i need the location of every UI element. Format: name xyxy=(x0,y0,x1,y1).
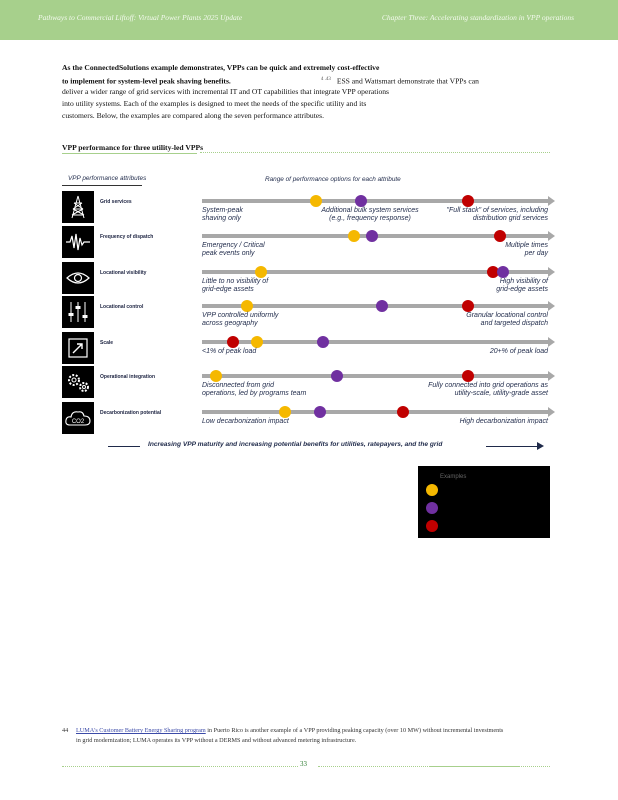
range-high-line: High visibility of xyxy=(499,278,548,285)
range-low-line: VPP controlled uniformly xyxy=(202,312,279,319)
range-low-line: across geography xyxy=(202,320,258,327)
attribute-label: Locational control xyxy=(100,304,144,310)
range-low-line: System-peak xyxy=(202,207,243,214)
yellow-example-dot xyxy=(279,406,291,418)
range-high-line: utility-scale, utility-grade asset xyxy=(454,390,548,397)
footnote-text-2: in grid modernization; LUMA operates its VPP without a DERMS and without advanced metering infrastructure. xyxy=(76,737,357,744)
purple-example-dot xyxy=(376,300,388,312)
section-title: VPP performance for three utility-led VPPs xyxy=(62,143,204,152)
red-example-dot xyxy=(227,336,239,348)
co2-cloud-icon xyxy=(62,402,94,434)
footer-accent-right xyxy=(430,766,520,767)
range-low-label xyxy=(202,242,265,258)
legend-purple-dot xyxy=(426,502,438,514)
range-high-line: distribution grid services xyxy=(472,215,548,222)
range-high-line: Fully connected into grid operations as xyxy=(428,382,548,389)
range-high-line: "Full stack" of services, including xyxy=(446,207,548,214)
red-example-dot xyxy=(397,406,409,418)
intro-line-4: into utility systems. Each of the examples is designed to meet the needs of the specific utility and its xyxy=(62,99,367,108)
purple-example-dot xyxy=(331,370,343,382)
range-low-label xyxy=(202,312,278,328)
footnote xyxy=(62,726,552,746)
range-mid-line: Additional bulk system services xyxy=(321,207,419,214)
purple-example-dot xyxy=(366,230,378,242)
attribute-label: Grid services xyxy=(100,199,132,205)
expand-arrow-icon xyxy=(62,332,94,364)
range-mid-line: (e.g., frequency response) xyxy=(329,215,411,222)
attribute-track xyxy=(202,410,548,414)
red-example-dot xyxy=(462,195,474,207)
yellow-example-dot xyxy=(210,370,222,382)
track-arrowhead xyxy=(548,371,555,381)
transmission-tower-icon xyxy=(62,191,94,223)
range-low-label xyxy=(202,382,306,398)
range-high-line: per day xyxy=(524,250,548,257)
maturity-arrow-line xyxy=(486,446,538,447)
range-high-line: 20+% of peak load xyxy=(489,348,548,355)
attribute-label: Locational visibility xyxy=(100,270,147,276)
header-band xyxy=(0,0,618,40)
intro-line-2: to implement for system-level peak shaving benefits. xyxy=(62,76,231,86)
track-arrowhead xyxy=(548,407,555,417)
track-arrowhead xyxy=(548,231,555,241)
track-arrowhead xyxy=(548,301,555,311)
attribute-track xyxy=(202,374,548,378)
range-low-line: Disconnected from grid xyxy=(202,382,274,389)
range-high-label xyxy=(490,348,548,356)
range-high-line: grid-edge assets xyxy=(496,286,548,293)
range-high-label xyxy=(466,312,548,328)
track-arrowhead xyxy=(548,196,555,206)
sliders-icon xyxy=(62,296,94,328)
range-column-heading: Range of performance options for each attribute xyxy=(265,176,401,183)
eye-icon xyxy=(62,262,94,294)
range-low-line: operations, led by programs team xyxy=(202,390,307,397)
footnote-text-1: in Puerto Rico is another example of a VPP providing peaking capacity (over 10 MW) without incremental investments xyxy=(207,727,504,734)
yellow-example-dot xyxy=(251,336,263,348)
range-high-line: Multiple times xyxy=(505,242,548,249)
intro-line-3: deliver a wider range of grid services with incremental IT and OT capabilities that integrate VPP operations xyxy=(62,87,389,96)
gears-icon xyxy=(62,366,94,398)
range-high-label xyxy=(505,242,548,258)
yellow-example-dot xyxy=(348,230,360,242)
purple-example-dot xyxy=(317,336,329,348)
header-chapter-title: Chapter Three: Accelerating standardization in VPP operations xyxy=(381,13,574,22)
legend-box xyxy=(418,466,550,538)
yellow-example-dot xyxy=(241,300,253,312)
range-high-label xyxy=(447,207,548,223)
range-low-label xyxy=(202,278,268,294)
maturity-caption: Increasing VPP maturity and increasing potential benefits for utilities, ratepayers, and the grid xyxy=(148,441,443,448)
red-example-dot xyxy=(462,370,474,382)
section-divider xyxy=(200,152,550,153)
legend-title: Examples xyxy=(440,474,467,480)
purple-example-dot xyxy=(355,195,367,207)
attributes-column-heading: VPP performance attributes xyxy=(68,175,147,182)
intro-paragraph xyxy=(62,62,522,122)
range-low-line: shaving only xyxy=(202,215,241,222)
range-low-line: Emergency / Critical xyxy=(202,242,265,249)
svg-text:CO2: CO2 xyxy=(71,419,85,425)
track-arrowhead xyxy=(548,267,555,277)
attribute-track xyxy=(202,199,548,203)
intro-line-2-rest: ESS and Wattsmart demonstrate that VPPs can xyxy=(336,76,479,86)
intro-line-5: customers. Below, the examples are compared along the seven performance attributes. xyxy=(62,111,325,120)
range-high-label xyxy=(496,278,548,294)
attribute-label: Scale xyxy=(100,340,114,346)
footnote-ref[interactable]: 4 .43 xyxy=(320,77,331,82)
range-low-line: Low decarbonization impact xyxy=(202,418,289,425)
range-low-line: peak events only xyxy=(202,250,255,257)
range-low-label xyxy=(202,207,243,223)
footnote-number: 44 xyxy=(62,727,69,734)
waveform-icon xyxy=(62,226,94,258)
page-number: 33 xyxy=(300,760,307,768)
yellow-example-dot xyxy=(255,266,267,278)
range-high-line: Granular locational control xyxy=(466,312,548,319)
range-low-line: Little to no visibility of xyxy=(202,278,269,285)
range-high-label xyxy=(460,418,548,426)
range-high-line: High decarbonization impact xyxy=(459,418,548,425)
attribute-label: Frequency of dispatch xyxy=(100,234,154,240)
intro-line-1: As the ConnectedSolutions example demonstrates, VPPs can be quick and extremely cost-effective xyxy=(62,63,380,72)
range-high-line: and targeted dispatch xyxy=(480,320,548,327)
range-low-line: grid-edge assets xyxy=(202,286,254,293)
range-mid-label xyxy=(300,207,440,223)
range-low-label xyxy=(202,348,256,356)
header-report-title: Pathways to Commercial Liftoff: Virtual Power Plants 2025 Update xyxy=(38,13,243,22)
legend-yellow-dot xyxy=(426,484,438,496)
attribute-label: Decarbonization potential xyxy=(100,410,162,416)
red-example-dot xyxy=(462,300,474,312)
footnote-link[interactable]: LUMA's Customer Battery Energy Sharing program xyxy=(76,727,206,734)
legend-red-dot xyxy=(426,520,438,532)
range-low-line: <1% of peak load xyxy=(202,348,257,355)
purple-example-dot xyxy=(314,406,326,418)
section-underline xyxy=(62,153,197,154)
purple-example-dot xyxy=(497,266,509,278)
yellow-example-dot xyxy=(310,195,322,207)
track-arrowhead xyxy=(548,337,555,347)
footer-accent-left xyxy=(110,766,200,767)
red-example-dot xyxy=(494,230,506,242)
attributes-heading-underline xyxy=(62,185,142,186)
range-high-label xyxy=(428,382,548,398)
maturity-arrow-head xyxy=(537,442,544,450)
attribute-label: Operational integration xyxy=(100,374,156,380)
range-low-label xyxy=(202,418,289,426)
maturity-arrow-tail xyxy=(108,446,140,447)
